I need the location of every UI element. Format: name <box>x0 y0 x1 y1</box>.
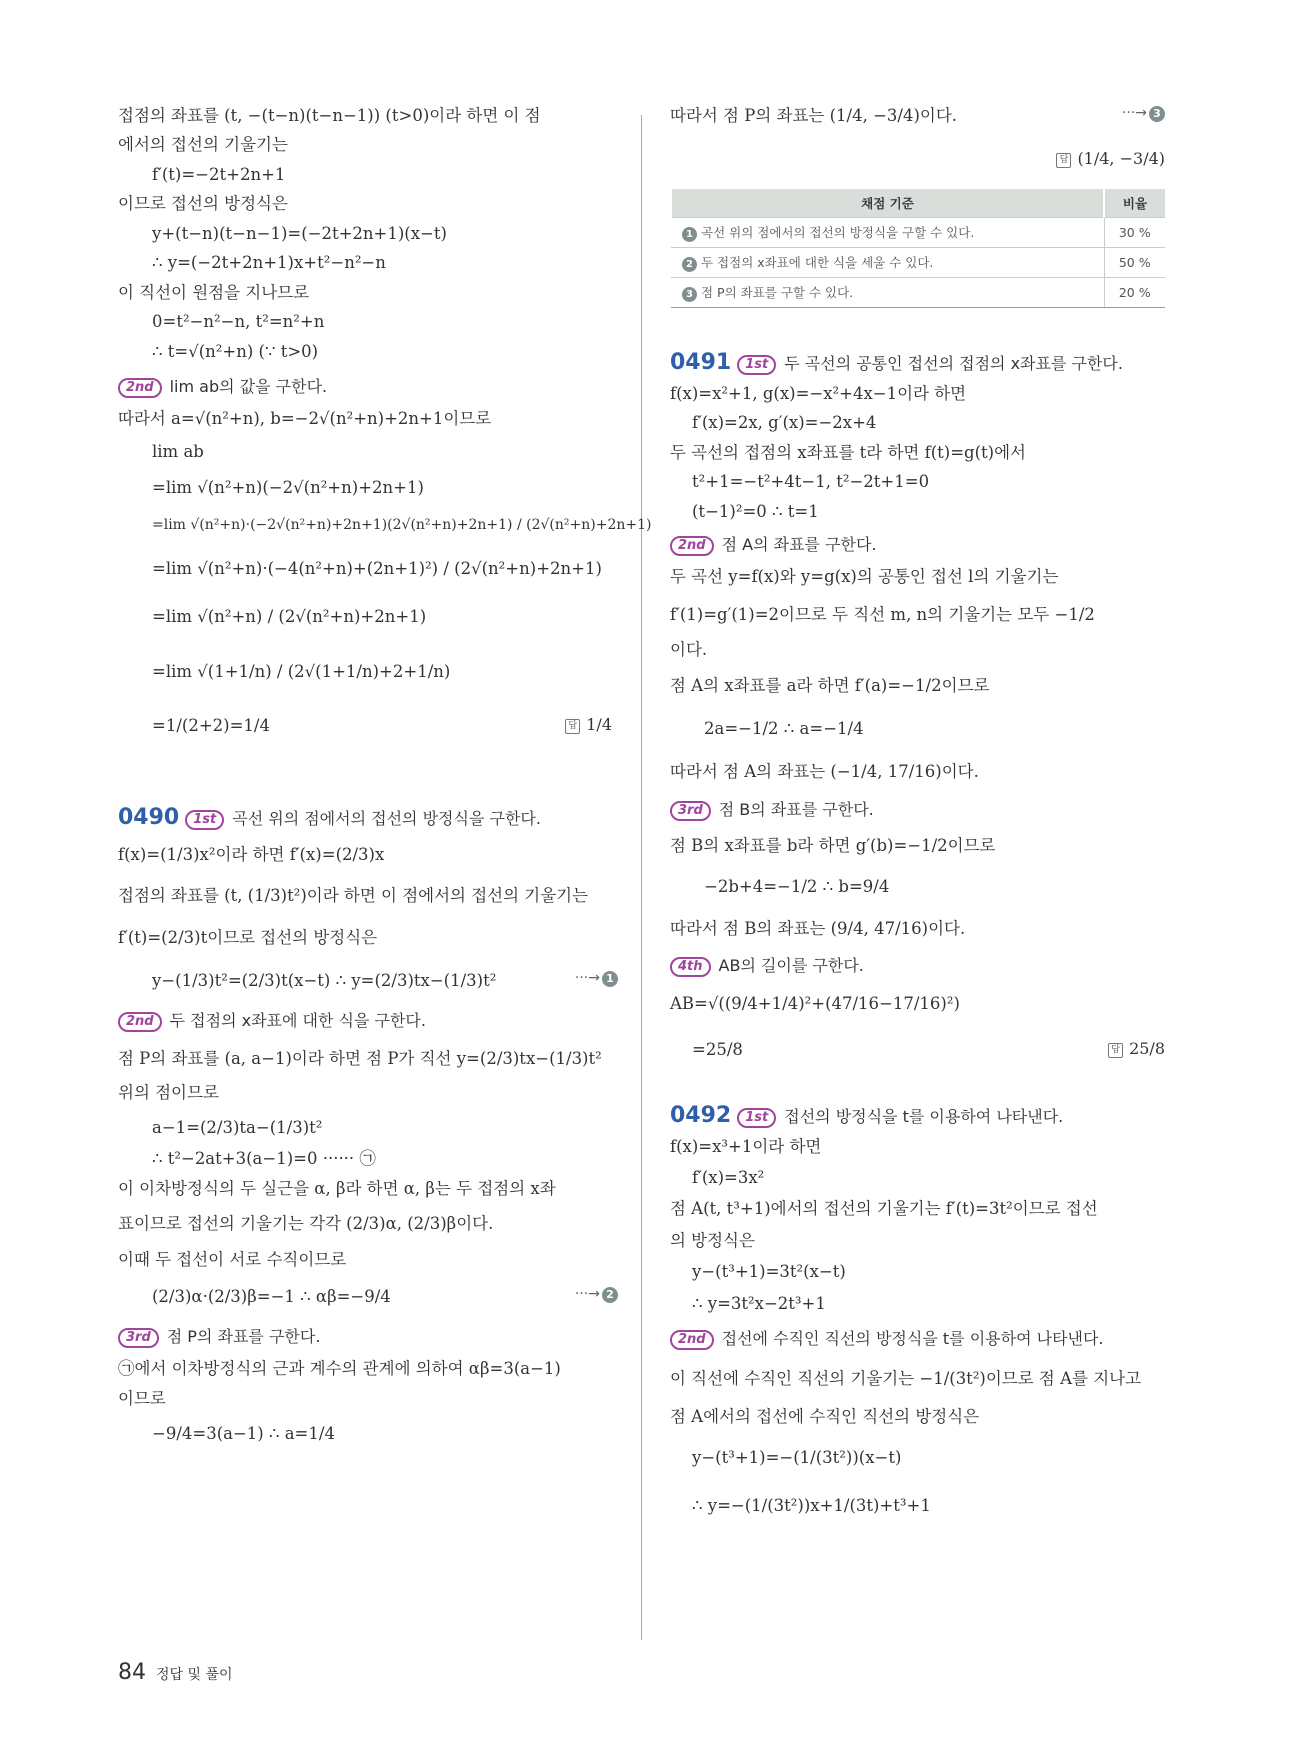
text-line: 점 A의 x좌표를 a라 하면 f′(a)=−1/2이므로 <box>670 675 990 695</box>
problem-header-0490 <box>118 805 618 830</box>
criterion-number: 3 <box>682 287 697 302</box>
text-line: 점 A에서의 접선에 수직인 직선의 방정식은 <box>670 1406 980 1426</box>
equation-line: f(x)=x³+1이라 하면 <box>670 1136 822 1156</box>
step-text: 두 곡선의 공통인 접선의 접점의 x좌표를 구한다. <box>784 354 1123 373</box>
criterion-text: 점 P의 좌표를 구할 수 있다. <box>701 285 854 300</box>
text-line: 이 직선이 원점을 지나므로 <box>118 282 310 302</box>
mark-row <box>118 1286 618 1308</box>
text-line: 이므로 <box>118 1388 166 1408</box>
equation-line: y−(t³+1)=−(1/(3t²))(x−t) <box>692 1448 902 1468</box>
equation-line: =lim √(n²+n)·(−2√(n²+n)+2n+1)(2√(n²+n)+2n+1) / (2√(n²+n)+2n+1) <box>152 517 652 534</box>
step-text: 두 접점의 x좌표에 대한 식을 구한다. <box>169 1011 426 1031</box>
text-line: 점 A(t, t³+1)에서의 접선의 기울기는 f′(t)=3t²이므로 접선 <box>670 1199 1098 1219</box>
grading-criteria-table <box>670 189 1165 308</box>
score-mark: ···→ 3 <box>1122 105 1165 122</box>
problem-number: 0492 <box>670 1102 732 1128</box>
equation-line: =lim √(1+1/n) / (2√(1+1/n)+2+1/n) <box>152 662 451 682</box>
text-line: 이 직선에 수직인 직선의 기울기는 −1/(3t²)이므로 점 A를 지나고 <box>670 1369 1142 1389</box>
equation-line: lim ab <box>152 442 204 462</box>
step-header <box>670 953 1165 977</box>
equation-line: −2b+4=−1/2 ∴ b=9/4 <box>704 877 890 897</box>
criterion-ratio: 20 % <box>1104 278 1165 308</box>
criterion-number: 2 <box>682 257 697 272</box>
text-line: 따라서 a=√(n²+n), b=−2√(n²+n)+2n+1이므로 <box>118 408 492 428</box>
score-mark: ···→ 1 <box>575 970 618 987</box>
equation-line: f′(t)=−2t+2n+1 <box>152 164 286 184</box>
step-text: 점 P의 좌표를 구한다. <box>166 1327 321 1347</box>
left-column <box>118 105 652 1444</box>
step-badge: 2nd <box>118 1012 162 1032</box>
answer-icon: 답 <box>1056 153 1071 168</box>
score-mark: ···→ 2 <box>575 1286 618 1303</box>
equation-line: a−1=(2/3)ta−(1/3)t² <box>152 1117 323 1137</box>
answer-box <box>1108 1039 1165 1058</box>
mark-row <box>670 105 1165 133</box>
step-badge: 1st <box>185 810 224 830</box>
page-number: 84 <box>118 1660 146 1685</box>
text-line: 두 곡선의 접점의 x좌표를 t라 하면 f(t)=g(t)에서 <box>670 442 1026 462</box>
equation-line: =1/(2+2)=1/4 <box>152 715 270 735</box>
equation-line: t²+1=−t²+4t−1, t²−2t+1=0 <box>692 472 930 492</box>
right-column <box>670 105 1165 1516</box>
step-badge: 2nd <box>118 378 162 398</box>
equation-line: y+(t−n)(t−n−1)=(−2t+2n+1)(x−t) <box>152 223 447 243</box>
step-text: 곡선 위의 점에서의 접선의 방정식을 구한다. <box>232 808 541 828</box>
step-header <box>118 1008 618 1032</box>
table-header-row <box>671 189 1165 218</box>
text-line: 의 방정식은 <box>670 1230 755 1250</box>
equation-line: ∴ y=−(1/(3t²))x+1/(3t)+t³+1 <box>692 1495 931 1515</box>
ratio-header: 비율 <box>1104 189 1165 218</box>
equation-line: AB=√((9/4+1/4)²+(47/16−17/16)²) <box>670 994 960 1014</box>
text-line: 위의 점이므로 <box>118 1082 219 1102</box>
equation-line: (t−1)²=0 ∴ t=1 <box>692 501 819 521</box>
equation-line: −9/4=3(a−1) ∴ a=1/4 <box>152 1424 335 1443</box>
mark-number: 3 <box>1149 106 1165 122</box>
criterion-header: 채점 기준 <box>671 189 1104 218</box>
criterion-text: 두 접점의 x좌표에 대한 식을 세울 수 있다. <box>701 255 934 270</box>
equation-line: 2a=−1/2 ∴ a=−1/4 <box>704 718 864 738</box>
problem-header-0492 <box>670 1103 1165 1128</box>
text-line: 두 곡선 y=f(x)와 y=g(x)의 공통인 접선 l의 기울기는 <box>670 567 1059 587</box>
equation-line: f′(x)=3x² <box>692 1168 765 1187</box>
text-line: 이 이차방정식의 두 실근을 α, β라 하면 α, β는 두 접점의 x좌 <box>118 1178 556 1198</box>
problem-number: 0490 <box>118 804 180 830</box>
step-badge: 2nd <box>670 536 714 556</box>
step-text: 접선의 방정식을 t를 이용하여 나타낸다. <box>784 1106 1064 1126</box>
step-badge: 4th <box>670 957 711 977</box>
step-badge: 1st <box>737 355 776 375</box>
answer-icon: 답 <box>565 719 580 734</box>
step-text: AB의 길이를 구한다. <box>718 956 864 976</box>
text-line: 이다. <box>670 640 708 660</box>
equation-line: ∴ t=√(n²+n) (∵ t>0) <box>152 341 319 361</box>
equation-line: ∴ y=3t²x−2t³+1 <box>692 1293 826 1313</box>
step-text: 점 B의 좌표를 구한다. <box>718 799 874 819</box>
table-row <box>671 278 1165 308</box>
text-line: 접점의 좌표를 (t, (1/3)t²)이라 하면 이 점에서의 접선의 기울기는 <box>118 886 589 906</box>
step-header <box>670 797 1165 821</box>
equation-line: y−(t³+1)=3t²(x−t) <box>692 1262 846 1282</box>
step-badge: 1st <box>737 1108 776 1128</box>
result-row <box>670 1039 1165 1061</box>
step-header <box>118 1324 618 1348</box>
problem-number: 0491 <box>670 350 732 375</box>
answer-row <box>670 149 1165 175</box>
mark-row <box>118 970 618 992</box>
text-line: f′(1)=g′(1)=2이므로 두 직선 m, n의 기울기는 모두 −1/2 <box>670 604 1095 624</box>
step-badge: 3rd <box>118 1328 159 1348</box>
equation-line: =25/8 <box>692 1039 743 1059</box>
answer-value: 25/8 <box>1129 1038 1165 1058</box>
text-line: 점 P의 좌표를 (a, a−1)이라 하면 점 P가 직선 y=(2/3)tx−(1/3)t² <box>118 1049 602 1069</box>
text-line: 따라서 점 A의 좌표는 (−1/4, 17/16)이다. <box>670 762 979 782</box>
table-row <box>671 248 1165 278</box>
text-line: f′(t)=(2/3)t이므로 접선의 방정식은 <box>118 927 378 947</box>
equation-line: ∴ y=(−2t+2n+1)x+t²−n²−n <box>152 253 386 273</box>
answer-icon: 답 <box>1108 1043 1123 1058</box>
answer-value: (1/4, −3/4) <box>1077 149 1165 168</box>
equation-line: 0=t²−n²−n, t²=n²+n <box>152 312 325 332</box>
text-line: 표이므로 접선의 기울기는 각각 (2/3)α, (2/3)β이다. <box>118 1214 494 1234</box>
text-line: 이때 두 접선이 서로 수직이므로 <box>118 1249 347 1269</box>
text-line: 점 B의 x좌표를 b라 하면 g′(b)=−1/2이므로 <box>670 835 996 855</box>
equation-line: f(x)=(1/3)x²이라 하면 f′(x)=(2/3)x <box>118 844 385 864</box>
criterion-number: 1 <box>682 227 697 242</box>
answer-box <box>565 715 612 734</box>
equation-line: f(x)=x²+1, g(x)=−x²+4x−1이라 하면 <box>670 384 967 403</box>
text-line: 에서의 접선의 기울기는 <box>118 135 288 155</box>
page-footer <box>118 1660 233 1685</box>
answer-value: 1/4 <box>586 714 612 734</box>
criterion-ratio: 50 % <box>1104 248 1165 278</box>
text-line: 접점의 좌표를 (t, −(t−n)(t−n−1)) (t>0)이라 하면 이 점 <box>118 106 541 125</box>
step-header <box>670 532 1165 556</box>
equation-line: =lim √(n²+n)(−2√(n²+n)+2n+1) <box>152 477 424 497</box>
equation-line: f′(x)=2x, g′(x)=−2x+4 <box>692 413 877 433</box>
step-header <box>118 374 618 398</box>
text-line: 따라서 점 B의 좌표는 (9/4, 47/16)이다. <box>670 918 966 938</box>
step-header <box>670 1326 1165 1350</box>
step-text: 접선에 수직인 직선의 방정식을 t를 이용하여 나타낸다. <box>721 1329 1104 1349</box>
text-line: ㉠에서 이차방정식의 근과 계수의 관계에 의하여 αβ=3(a−1) <box>118 1359 561 1379</box>
answer-box <box>1056 149 1165 168</box>
equation-line: ∴ t²−2at+3(a−1)=0 ······ ㉠ <box>152 1149 376 1169</box>
section-title: 정답 및 풀이 <box>156 1667 233 1683</box>
equation-line: y−(1/3)t²=(2/3)t(x−t) ∴ y=(2/3)tx−(1/3)t² <box>152 971 497 991</box>
text-line: 이므로 접선의 방정식은 <box>118 194 288 214</box>
mark-number: 1 <box>602 971 618 987</box>
equation-line: =lim √(n²+n)·(−4(n²+n)+(2n+1)²) / (2√(n²+n)+2n+1) <box>152 559 602 579</box>
column-divider <box>641 115 642 1640</box>
criterion-ratio: 30 % <box>1104 218 1165 248</box>
step-badge: 3rd <box>670 801 711 821</box>
step-badge: 2nd <box>670 1330 714 1350</box>
result-row <box>118 715 618 739</box>
step-text: lim ab의 값을 구한다. <box>169 376 328 396</box>
table-row <box>671 218 1165 248</box>
equation-line: (2/3)α·(2/3)β=−1 ∴ αβ=−9/4 <box>152 1287 391 1307</box>
problem-header-0491 <box>670 350 1165 375</box>
text-line: 따라서 점 P의 좌표는 (1/4, −3/4)이다. <box>670 106 958 125</box>
step-text: 점 A의 좌표를 구한다. <box>721 535 877 555</box>
equation-line: =lim √(n²+n) / (2√(n²+n)+2n+1) <box>152 606 427 626</box>
mark-number: 2 <box>602 1287 618 1303</box>
criterion-text: 곡선 위의 점에서의 접선의 방정식을 구할 수 있다. <box>701 225 975 240</box>
